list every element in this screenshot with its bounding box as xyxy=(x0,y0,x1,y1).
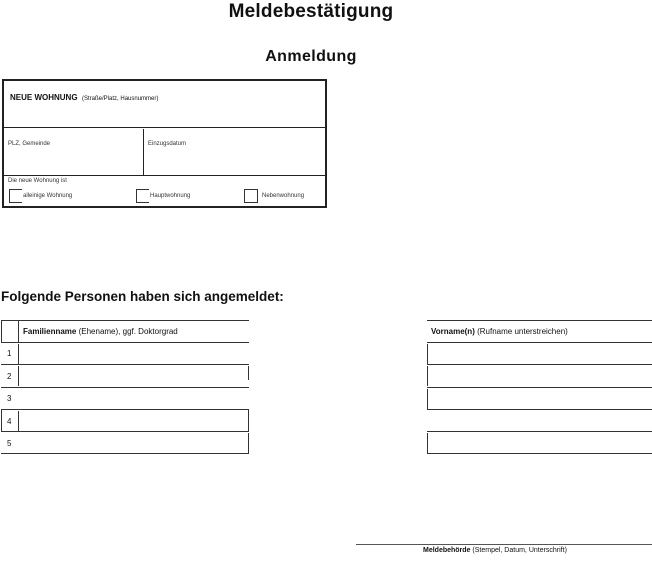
authority-rest: (Stempel, Datum, Unterschrift) xyxy=(472,547,567,554)
firstname-input-3[interactable] xyxy=(429,389,651,409)
row-line xyxy=(1,364,249,365)
option-main-apartment-label: Hauptwohnung xyxy=(150,193,191,199)
firstname-input-4[interactable] xyxy=(429,411,651,431)
new-address-field[interactable] xyxy=(4,81,325,128)
surname-input-5[interactable] xyxy=(20,433,248,453)
row-line xyxy=(1,409,249,410)
option-main-apartment-checkbox[interactable] xyxy=(136,189,149,203)
firstname-header-bold: Vorname(n) xyxy=(431,327,475,336)
surname-header-rest: (Ehename), ggf. Doktorgrad xyxy=(78,327,178,336)
row-number: 2 xyxy=(7,372,12,381)
row-line xyxy=(1,431,249,432)
address-box xyxy=(2,79,327,208)
surname-input-1[interactable] xyxy=(20,344,248,364)
surname-header-bottom xyxy=(1,342,249,343)
authority-signature-label xyxy=(423,547,567,554)
row-left-edge xyxy=(1,409,2,431)
row-line xyxy=(427,387,652,388)
document-subtitle: Anmeldung xyxy=(265,48,357,65)
firstname-input-2[interactable] xyxy=(429,366,651,386)
surname-input-3[interactable] xyxy=(20,389,248,409)
surname-input-2[interactable] xyxy=(20,366,248,386)
row-left-edge xyxy=(427,344,428,364)
row-divider xyxy=(18,344,19,364)
move-in-label: Einzugsdatum xyxy=(148,141,187,147)
row-line xyxy=(427,453,652,454)
option-sole-apartment-checkbox[interactable] xyxy=(9,189,22,203)
firstname-input-5[interactable] xyxy=(429,433,651,453)
new-address-label: NEUE WOHNUNG xyxy=(10,93,78,102)
postcode-field[interactable] xyxy=(8,132,138,174)
row-right-edge xyxy=(248,433,249,453)
surname-header-divider xyxy=(18,320,19,342)
surname-table-top xyxy=(1,320,249,321)
new-address-label-wrap xyxy=(10,87,158,105)
authority-signature-line[interactable] xyxy=(356,544,652,545)
firstname-header-rest: (Rufname unterstreichen) xyxy=(477,327,568,336)
row-line xyxy=(427,409,652,410)
row-right-edge xyxy=(248,366,249,380)
firstname-column-header xyxy=(431,327,568,336)
new-address-hint: (Straße/Platz, Hausnummer) xyxy=(82,96,159,102)
row-left-edge xyxy=(427,366,428,386)
row-line xyxy=(1,453,249,454)
surname-header-left xyxy=(1,320,2,342)
postcode-movein-row xyxy=(4,129,325,176)
row-divider xyxy=(18,411,19,431)
firstname-table-top xyxy=(427,320,652,321)
move-in-date-field[interactable] xyxy=(148,132,320,174)
row-divider xyxy=(18,366,19,386)
persons-heading: Folgende Personen haben sich angemeldet: xyxy=(1,289,284,304)
surname-column-header xyxy=(23,327,178,336)
apartment-is-label: Die neue Wohnung ist xyxy=(8,178,67,184)
row-line xyxy=(427,364,652,365)
row2-divider xyxy=(143,129,144,175)
option-secondary-apartment-checkbox[interactable] xyxy=(244,189,258,203)
document-title: Meldebestätigung xyxy=(228,1,394,22)
row-number: 3 xyxy=(7,394,12,403)
row-line xyxy=(1,387,249,388)
row-left-edge xyxy=(427,433,428,453)
firstname-header-bottom xyxy=(427,342,652,343)
row-number: 4 xyxy=(7,417,12,426)
firstname-input-1[interactable] xyxy=(429,344,651,364)
surname-input-4[interactable] xyxy=(20,411,248,431)
postcode-label: PLZ, Gemeinde xyxy=(8,141,51,147)
option-sole-apartment-label: alleinige Wohnung xyxy=(23,193,73,199)
row-number: 1 xyxy=(7,349,12,358)
surname-header-bold: Familienname xyxy=(23,327,77,336)
option-secondary-apartment-label: Nebenwohnung xyxy=(262,193,305,199)
row-line xyxy=(427,431,652,432)
row-number: 5 xyxy=(7,439,12,448)
row-right-edge xyxy=(248,409,249,431)
row-left-edge xyxy=(427,389,428,409)
authority-bold: Meldebehörde xyxy=(423,547,471,554)
